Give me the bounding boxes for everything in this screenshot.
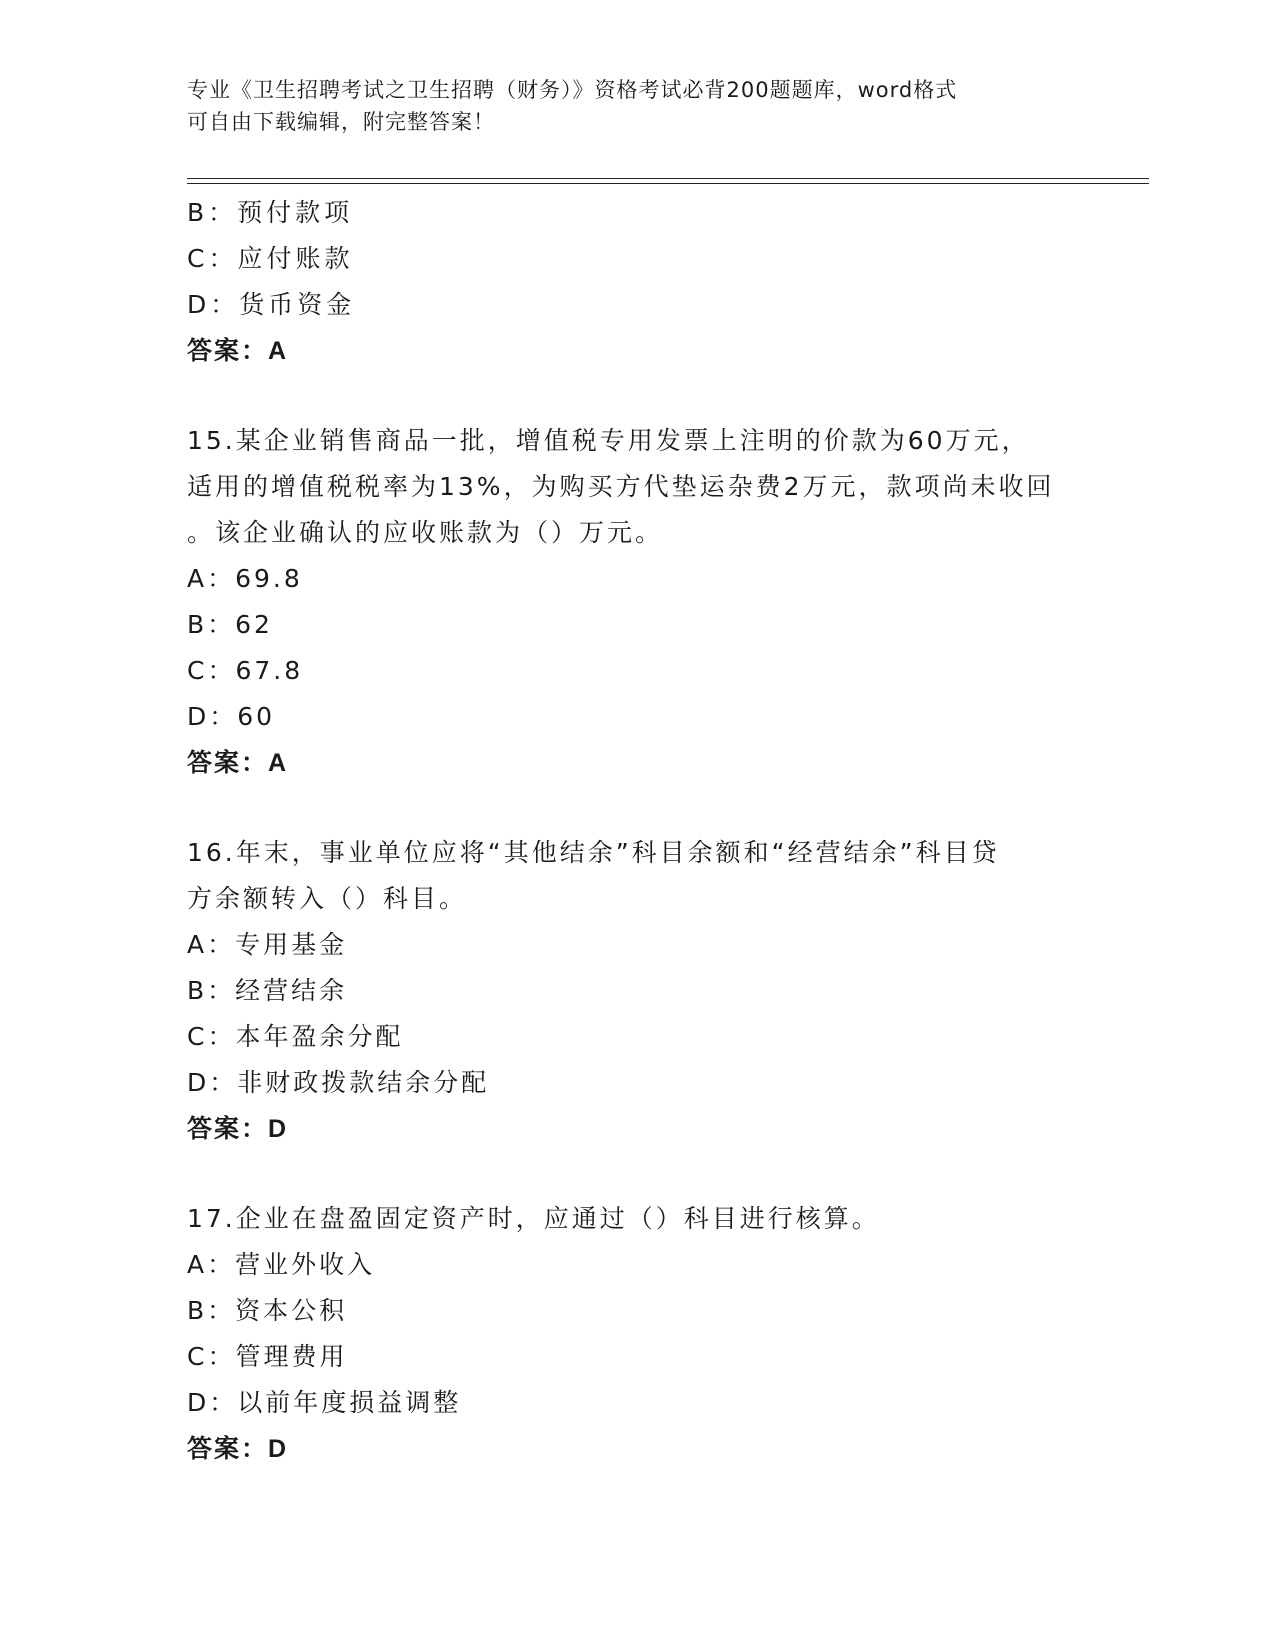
question-16 — [187, 830, 1087, 1152]
option-b: B：资本公积 — [187, 1296, 348, 1325]
answer-label: 答案：A — [187, 337, 289, 365]
answer-label: 答案：D — [187, 1435, 289, 1463]
option-a: A：专用基金 — [187, 930, 348, 959]
option-d: D：60 — [187, 702, 276, 731]
question-17 — [187, 1196, 1087, 1472]
question-partial — [187, 190, 1087, 374]
option-b: B：预付款项 — [187, 198, 354, 227]
header-line-1: 专业《卫生招聘考试之卫生招聘（财务）》资格考试必背200题题库，word格式 — [187, 78, 958, 102]
question-text-line: 。该企业确认的应收账款为（）万元。 — [187, 518, 664, 547]
option-b: B：经营结余 — [187, 976, 348, 1005]
option-d: D：非财政拨款结余分配 — [187, 1068, 490, 1097]
spacer — [187, 1152, 1087, 1196]
option-b: B：62 — [187, 610, 273, 639]
question-text-line: 方余额转入（）科目。 — [187, 884, 468, 913]
answer-label: 答案：D — [187, 1115, 289, 1143]
question-15 — [187, 418, 1087, 786]
question-text-line: 15.某企业销售商品一批，增值税专用发票上注明的价款为60万元， — [187, 426, 1030, 455]
option-c: C：67.8 — [187, 656, 304, 685]
spacer — [187, 786, 1087, 830]
question-text-line: 适用的增值税税率为13%，为购买方代垫运杂费2万元，款项尚未收回 — [187, 472, 1055, 501]
option-d: D：货币资金 — [187, 290, 356, 319]
document-header — [187, 74, 1087, 138]
answer-label: 答案：A — [187, 749, 289, 777]
option-a: A：69.8 — [187, 564, 303, 593]
question-text-line: 17.企业在盘盈固定资产时，应通过（）科目进行核算。 — [187, 1204, 880, 1233]
option-c: C：应付账款 — [187, 244, 354, 273]
question-text-line: 16.年末，事业单位应将“其他结余”科目余额和“经营结余”科目贷 — [187, 838, 1000, 867]
spacer — [187, 374, 1087, 418]
question-list — [187, 190, 1087, 1472]
option-a: A：营业外收入 — [187, 1250, 376, 1279]
option-c: C：管理费用 — [187, 1342, 348, 1371]
header-rule-top — [187, 178, 1149, 179]
option-d: D：以前年度损益调整 — [187, 1388, 462, 1417]
header-rule-bottom — [187, 183, 1149, 184]
header-line-2: 可自由下载编辑，附完整答案！ — [187, 110, 495, 134]
option-c: C：本年盈余分配 — [187, 1022, 404, 1051]
